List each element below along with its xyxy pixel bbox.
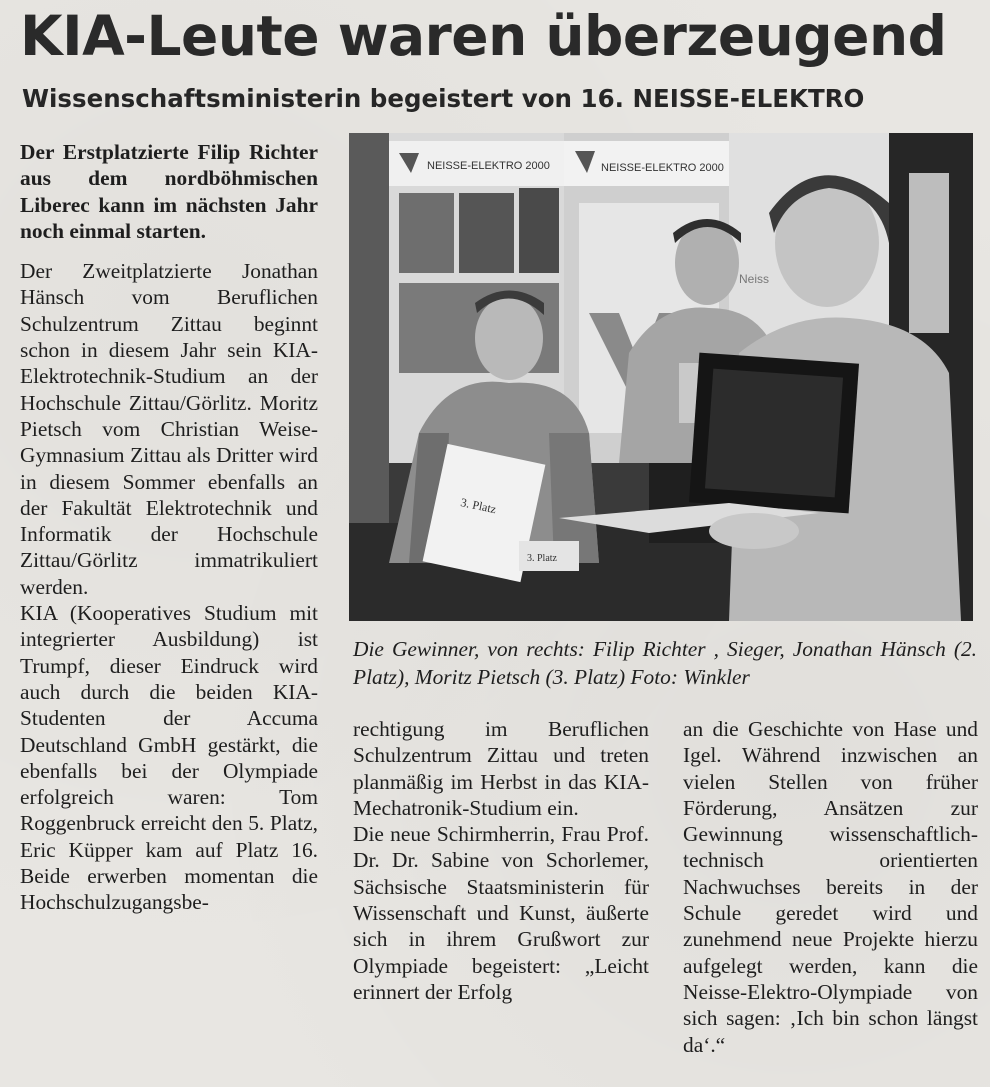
body-paragraph: rechtigung im Beruflichen Schulzentrum Zittau und treten planmäßig im Herbst in das KIA-Mechatronik-Studium ein. <box>353 717 649 820</box>
column-1 <box>20 139 318 916</box>
lead-paragraph: Der Erstplatzierte Filip Richter aus dem nordböhmischen Liberec kann im nächsten Jahr noch einmal starten. <box>20 140 318 243</box>
column-2 <box>353 716 649 1005</box>
booth-text: Neiss <box>739 272 770 286</box>
headline: KIA-Leute waren überzeugend <box>20 4 947 68</box>
body-paragraph: Die neue Schirmherrin, Frau Prof. Dr. Dr. Sabine von Schorlemer, Sächsische Staatsministerin für Wissenschaft und Kunst, äußerte sich in ihrem Grußwort zur Olympiade begeistert: „Leicht erinnert der Erfolg <box>353 822 649 1004</box>
banner-text: NEISSE-ELEKTRO 2000 <box>427 160 550 172</box>
certificate-small: 3. Platz <box>527 553 557 564</box>
body-paragraph: KIA (Kooperatives Studium mit integrierter Ausbildung) ist Trumpf, dieser Eindruck wird auch durch die beiden KIA-Studenten der Accuma Deutschland GmbH gestärkt, die ebenfalls bei der Olympiade erfolgreich waren: Tom Roggenbruck erreicht den 5. Platz, Eric Küpper kam auf Platz 16. Beide erwerben momentan die Hochschulzugangsbe- <box>20 601 318 915</box>
body-paragraph: Der Zweitplatzierte Jonathan Hänsch vom Beruflichen Schulzentrum Zittau beginnt schon in diesem Jahr sein KIA-Elektrotechnik-Studium an der Hochschule Zittau/Görlitz. Moritz Pietsch vom Christian Weise-Gymnasium Zittau als Dritter wird in diesem Sommer ebenfalls an der Fakultät Elektrotechnik und Informatik der Hochschule Zittau/Görlitz immatrikuliert werden. <box>20 259 318 599</box>
certificate-label: 3. Platz <box>459 495 498 517</box>
subheadline: Wissenschaftsministerin begeistert von 16. NEISSE-ELEKTRO <box>22 84 865 113</box>
banner-text: NEISSE-ELEKTRO 2000 <box>601 162 724 174</box>
body-paragraph: an die Geschichte von Hase und Igel. Während inzwischen an vielen Stellen von früher Förderung, Ansätzen zur Gewinnung wissenschaftlich-technisch orientierten Nachwuchses bereits in der Schule geredet wird und zunehmend neue Projekte hierzu aufgelegt werden, kann die Neisse-Elektro-Olympiade von sich sagen: ‚Ich bin schon längst da‘.“ <box>683 717 978 1057</box>
column-3 <box>683 716 978 1058</box>
photo-caption: Die Gewinner, von rechts: Filip Richter , Sieger, Jonathan Hänsch (2. Platz), Moritz Pietsch (3. Platz) Foto: Winkler <box>353 637 977 689</box>
winners-photo <box>349 133 973 621</box>
